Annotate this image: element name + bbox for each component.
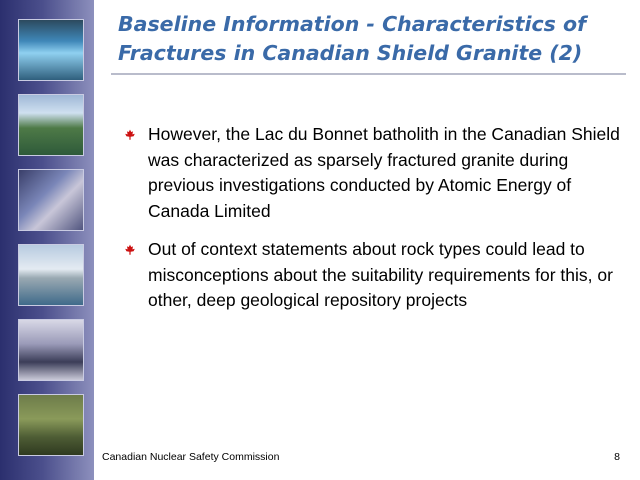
title-divider — [111, 73, 626, 75]
maple-leaf-icon — [124, 244, 136, 256]
slide-title: Baseline Information - Characteristics of Fractures in Canadian Shield Granite (2) — [118, 12, 586, 65]
lake-landscape-photo — [18, 94, 84, 156]
bullet-item — [124, 237, 624, 314]
bullet-list — [124, 122, 624, 327]
bullet-text: However, the Lac du Bonnet batholith in the Canadian Shield was characterized as sparsely fractured granite during previous investigations conducted by Atomic Energy of Canada Limited — [148, 124, 620, 221]
field-worker-photo — [18, 394, 84, 456]
bullet-item — [124, 122, 624, 224]
sidebar — [0, 0, 94, 480]
bullet-text: Out of context statements about rock types could lead to misconceptions about the suitability requirements for this, or other, deep geological repository projects — [148, 239, 613, 310]
page-number: 8 — [614, 451, 620, 463]
instrument-device-photo — [18, 319, 84, 381]
power-station-photo — [18, 244, 84, 306]
reactor-pool-photo — [18, 19, 84, 81]
footer-organization: Canadian Nuclear Safety Commission — [102, 451, 280, 463]
equipment-photo — [18, 169, 84, 231]
maple-leaf-icon — [124, 129, 136, 141]
